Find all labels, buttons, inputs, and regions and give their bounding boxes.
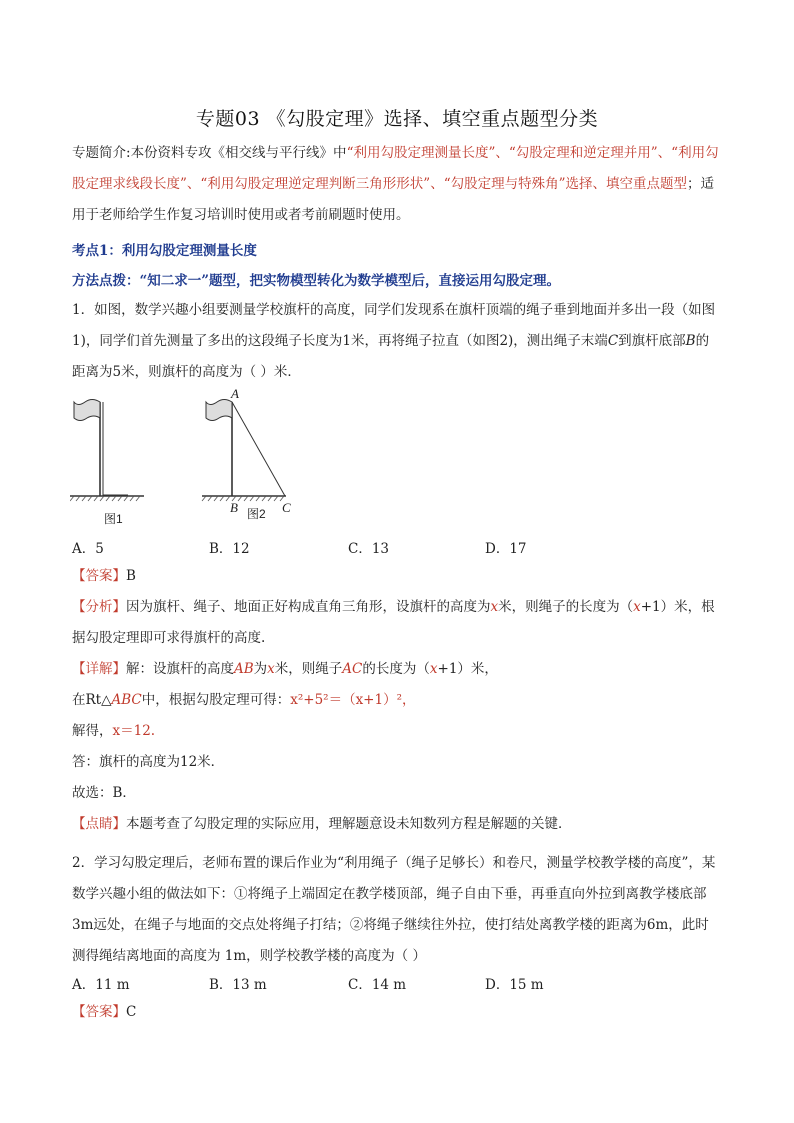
q1-detail-b: 为 [253, 661, 268, 677]
figure-1-caption: 图1 [104, 512, 123, 526]
intro-text-c: ；适用于老师给学生作复习培训时使用或者考前刷题时使用。 [72, 176, 715, 223]
q2-option-b: B．13 m [209, 977, 267, 993]
q1-option-a: A．5 [72, 541, 104, 557]
q1-option-b: B．12 [209, 541, 250, 557]
q1-solve-equation: x＝12. [112, 723, 156, 739]
q1-detail-ab: AB [234, 661, 254, 677]
fig-point-b: B [230, 500, 238, 515]
q2-answer-value: C [126, 1004, 137, 1020]
flag-1 [74, 400, 100, 421]
q1-detail-e: +1）米， [437, 661, 498, 677]
q1-answer-tag: 【答案】 [72, 568, 126, 584]
q1-reply: 答：旗杆的高度为12米． [72, 754, 225, 770]
flagpole-figures [70, 392, 310, 522]
q1-analysis-a: 因为旗杆、绳子、地面正好构成直角三角形，设旗杆的高度为 [126, 599, 491, 615]
q1-answer [72, 561, 722, 592]
q2-stem: 2．学习勾股定理后，老师布置的课后作业为“利用绳子（绳子足够长）和卷尺，测量学校教学楼的高度”，某数学兴趣小组的做法如下：①将绳子上端固定在教学楼顶部，绳子自由下垂，再垂直向外拉到离教学楼底部3m远处，在绳子与地面的交点处将绳子打结；②将绳子继续往外拉，使打结处离教学楼的距离为6m，此时测得绳结离地面的高度为 1m，则学校教学楼的高度为（ ） [72, 855, 716, 964]
q1-point-tag: 【点睛】 [72, 816, 126, 832]
figure-2-diagram [202, 400, 286, 502]
q1-stem-b: 到旗杆底部 [618, 333, 686, 349]
q2-option-c: C．14 m [348, 977, 407, 993]
q1-detail-c: 米，则绳子 [274, 661, 343, 677]
q1-option-c: C．13 [348, 541, 390, 557]
figure-2-caption: 图2 [247, 507, 266, 521]
q1-option-d: D．17 [485, 541, 527, 557]
intro-label: 专题简介: [72, 145, 131, 161]
q1-point [72, 809, 722, 840]
q1-detail-ac: AC [342, 661, 363, 677]
flag-2 [206, 400, 232, 421]
q2-option-d: D．15 m [485, 977, 544, 993]
q1-rt-abc: ABC [111, 692, 142, 708]
figure-1-diagram [70, 400, 144, 502]
q1-solve-line [72, 716, 722, 747]
q1-solve-label: 解得， [72, 723, 113, 739]
q2-answer-tag: 【答案】 [72, 1004, 126, 1020]
q1-rt-equation: x²+5²＝（x+1）²， [290, 692, 416, 708]
q1-detail-tag: 【详解】 [72, 661, 126, 677]
q1-detail-a: 解：设旗杆的高度 [126, 661, 234, 677]
q1-stem-a: 1．如图，数学兴趣小组要测量学校旗杆的高度，同学们发现系在旗杆顶端的绳子垂到地面并多出一段（如图1)，同学们首先测量了多出的这段绳子长度为1米，再将绳子拉直（如图2)，测出绳子末端 [72, 302, 716, 349]
q1-stem [72, 295, 722, 388]
q1-stem-c: 的距离为5米，则旗杆的高度为（ ）米． [72, 333, 710, 380]
q1-analysis-b: 米，则绳子的长度为（ [498, 599, 634, 615]
q1-rt-b: 中，根据勾股定理可得： [141, 692, 291, 708]
intro-paragraph [72, 138, 722, 231]
q1-stem-var-b: B [685, 333, 696, 349]
q1-analysis-var-x2: x [633, 599, 641, 615]
q1-stem-var-c: C [607, 333, 619, 349]
fig-point-a: A [231, 386, 239, 401]
q1-rt-line [72, 685, 722, 716]
q1-point-text: 本题考查了勾股定理的实际应用，理解题意设未知数列方程是解题的关键． [126, 816, 572, 832]
q1-answer-value: B [126, 568, 136, 584]
method-tip: 方法点拨：“知二求一”题型，把实物模型转化为数学模型后，直接运用勾股定理。 [72, 273, 561, 289]
q1-analysis [72, 592, 722, 654]
q1-detail-x2: x [429, 661, 438, 677]
q1-choose: 故选：B． [72, 785, 136, 801]
rope-2 [232, 402, 285, 496]
intro-topics: “利用勾股定理测量长度”、“勾股定理和逆定理并用”、“利用勾股定理求线段长度”、“利用勾股定理逆定理判断三角形形状”、“勾股定理与特殊角”选择、填空重点题型 [72, 145, 719, 192]
q1-detail-d: 的长度为（ [362, 661, 430, 677]
intro-text-a: 本份资料专攻《相交线与平行线》中 [130, 145, 347, 161]
section-heading: 考点1：利用勾股定理测量长度 [72, 243, 257, 259]
q2-answer [72, 997, 722, 1028]
q1-rt-a: 在Rt△ [72, 692, 112, 708]
page-title: 专题03 《勾股定理》选择、填空重点题型分类 [195, 108, 599, 130]
q1-analysis-c: +1）米，根据勾股定理即可求得旗杆的高度. [72, 599, 715, 646]
q1-analysis-tag: 【分析】 [72, 599, 126, 615]
q1-detail-x: x [267, 661, 275, 677]
q1-detail [72, 654, 722, 685]
fig-point-c: C [282, 500, 291, 515]
q2-option-a: A．11 m [72, 977, 130, 993]
q1-analysis-var-x: x [490, 599, 499, 615]
